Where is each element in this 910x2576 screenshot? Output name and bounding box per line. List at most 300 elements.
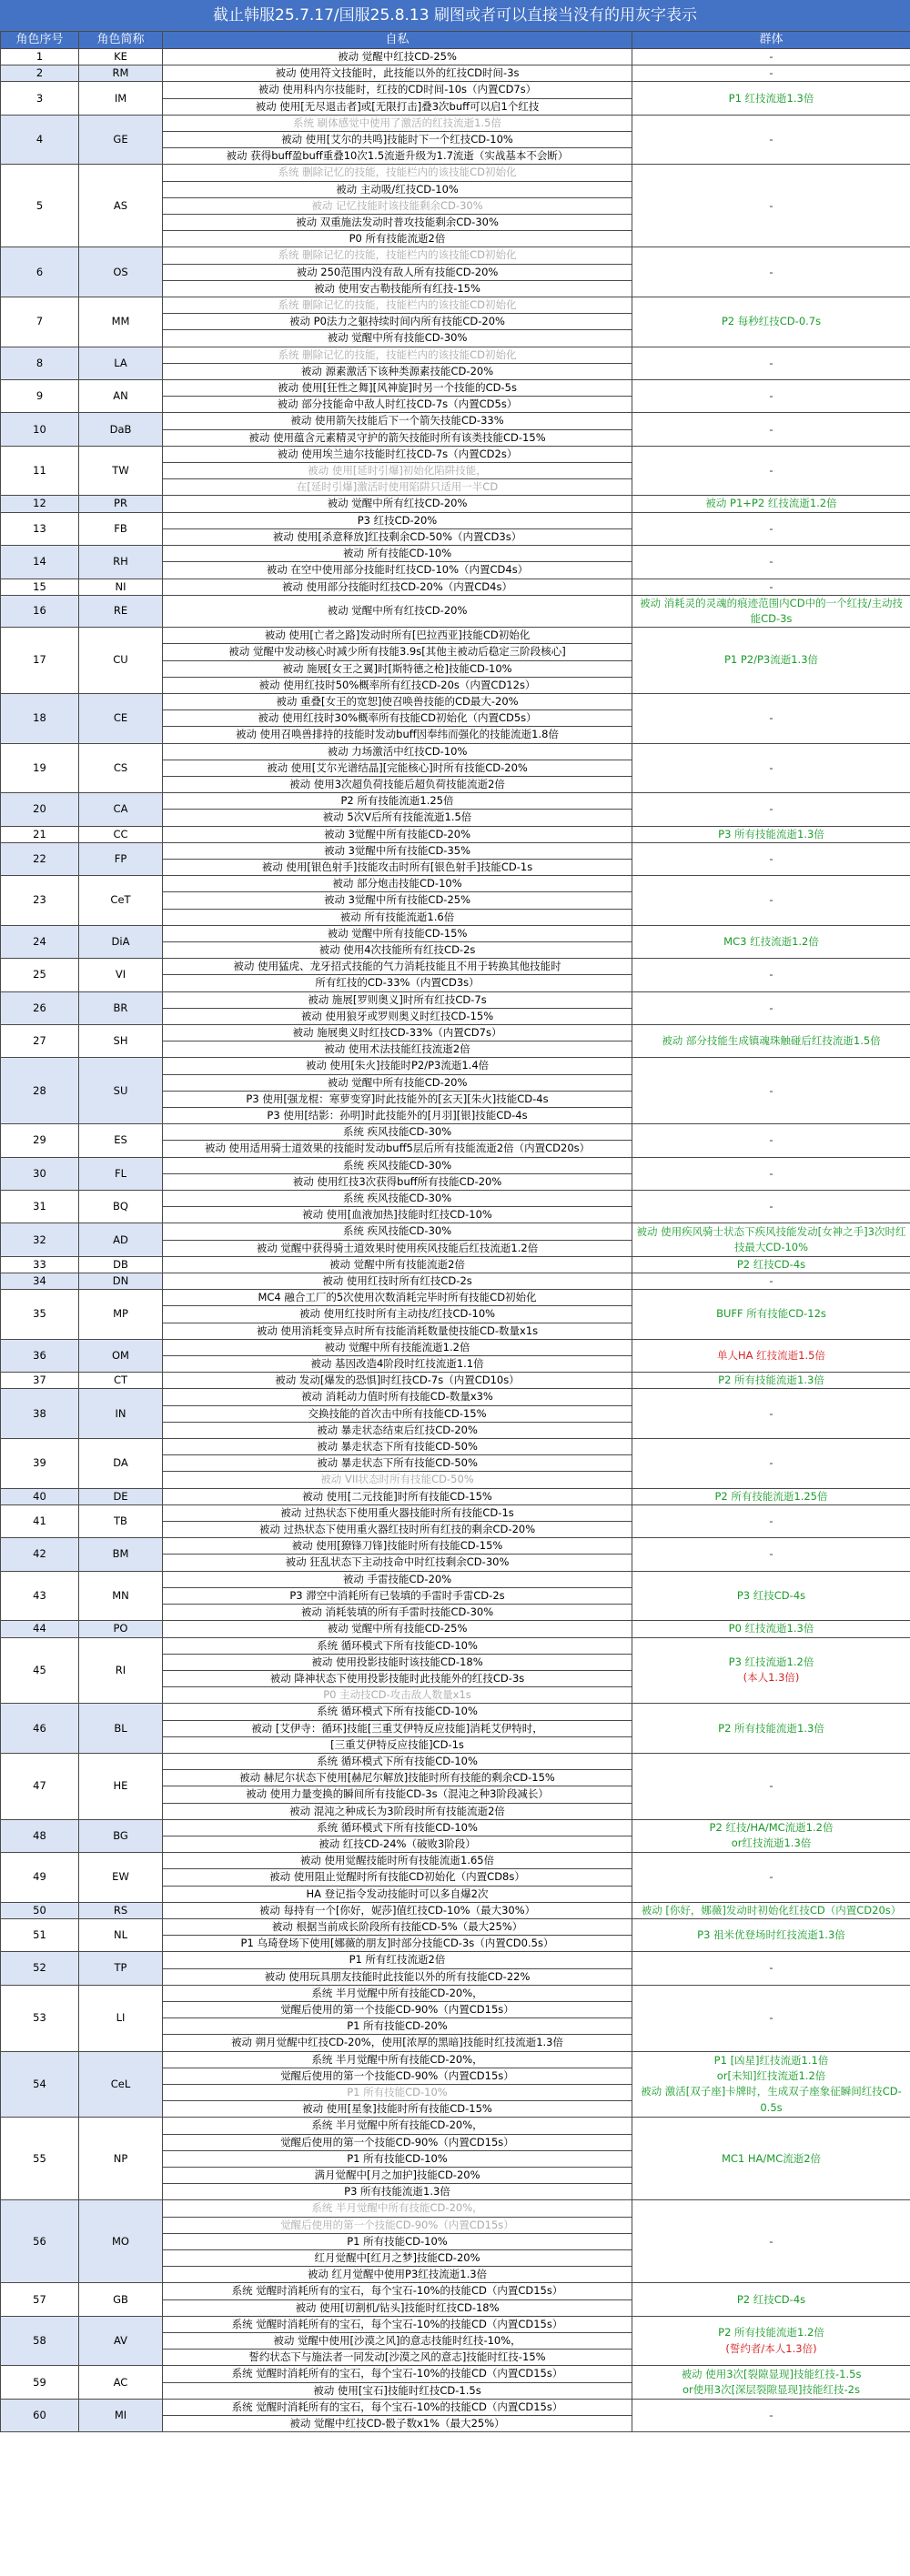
table-row [1,693,910,709]
row-abbr: CT [79,1373,163,1389]
self-effect: P3 所有技能流逝1.3倍 [163,2184,632,2200]
group-effect [632,2051,910,2118]
page-title: 截止韩服25.7.17/国服25.8.13 刷图或者可以直接当没有的用灰字表示 [0,0,910,31]
group-effect [632,2118,910,2200]
row-index: 60 [1,2399,79,2431]
self-effect: 系统 疾风技能CD-30% [163,1191,632,1207]
group-effect [632,247,910,297]
row-index: 35 [1,1290,79,1340]
group-effect-line: 被动 消耗灵的灵魂的痕迹范围内CD中的一个红技/主动技能CD-3s [640,596,903,625]
group-effect [632,991,910,1024]
row-abbr: BM [79,1538,163,1571]
row-index: 15 [1,579,79,595]
self-effect: 系统 疾风技能CD-30% [163,1124,632,1141]
table-row [1,1952,910,1968]
header-group: 群体 [632,32,910,49]
group-effect-line: P2 红技CD-4s [736,1257,806,1271]
table-row [1,959,910,975]
group-effect [632,1273,910,1290]
group-effect [632,380,910,413]
group-effect [632,1058,910,1124]
self-effect: 被动 暴走状态结束后红技CD-20% [163,1422,632,1438]
row-abbr: MM [79,297,163,347]
group-effect-line: P3 祖米优登场时红技流逝1.3倍 [697,1928,845,1942]
group-effect [632,297,910,347]
self-effect: 被动 使用[血液加热]技能时红技CD-10% [163,1207,632,1223]
table-row [1,2051,910,2068]
row-abbr: DaB [79,413,163,446]
self-effect: 被动 每持有一个[你好，妮莎]值红技CD-10%（最大30%） [163,1902,632,1918]
row-index: 37 [1,1373,79,1389]
row-abbr: NP [79,2118,163,2200]
group-effect-line: - [769,1133,774,1147]
self-effect: 在[延时引爆]激活时使用陷阱只适用一半CD [163,479,632,496]
row-abbr: KE [79,49,163,65]
self-effect: 被动 使用[杀意释放]红技剩余CD-50%（内置CD3s） [163,528,632,545]
self-effect: 被动 主动吸/红技CD-10% [163,181,632,197]
table-row [1,1819,910,1836]
table-row [1,2118,910,2134]
self-effect: 觉醒后使用的第一个技能CD-90%（内置CD15s） [163,2134,632,2150]
self-effect: 觉醒后使用的第一个技能CD-90%（内置CD15s） [163,2217,632,2233]
table-row [1,991,910,1008]
self-effect: 被动 使用[星象]技能时所有技能CD-15% [163,2101,632,2118]
table-row [1,1124,910,1141]
self-effect: 被动 部分炮击技能CD-10% [163,876,632,892]
row-index: 22 [1,842,79,875]
row-index: 59 [1,2366,79,2399]
group-effect [632,842,910,875]
self-effect: 被动 使用玩具朋友技能时此技能以外的所有技能CD-22% [163,1968,632,1985]
self-effect: 系统 删除记忆的技能，技能栏内的该技能CD初始化 [163,247,632,264]
row-abbr: AN [79,380,163,413]
group-effect-line: or红技流逝1.3倍 [731,1836,812,1850]
table-row [1,1637,910,1654]
table-row [1,743,910,760]
group-effect [632,628,910,694]
self-effect: [三重艾伊特反应技能]CD-1s [163,1736,632,1753]
group-effect-line: P3 红技流逝1.2倍 [728,1655,814,1669]
row-abbr: DB [79,1256,163,1273]
self-effect: MC4 融合工厂的5次使用次数消耗完毕时所有技能CD初始化 [163,1290,632,1306]
row-abbr: IN [79,1389,163,1439]
group-effect [632,1753,910,1819]
table-body [1,49,910,2432]
group-effect-line: MC3 红技流逝1.2倍 [723,934,819,948]
row-abbr: OM [79,1339,163,1372]
group-effect [632,959,910,991]
row-index: 20 [1,793,79,826]
self-effect: 被动 觉醒中所有技能CD-30% [163,330,632,347]
row-index: 28 [1,1058,79,1124]
self-effect: 被动 使用消耗变异点时所有技能消耗数量使技能CD-数量x1s [163,1323,632,1339]
table-row [1,595,910,627]
row-index: 14 [1,546,79,579]
self-effect: 被动 所有技能流逝1.6倍 [163,909,632,925]
row-index: 54 [1,2051,79,2118]
group-effect-line: MC1 HA/MC流逝2倍 [721,2151,822,2165]
self-effect: P3 使用[强龙棍：寒萝变穿]时此技能外的[玄天][朱火]技能CD-4s [163,1091,632,1107]
group-effect-line: P3 所有技能流逝1.3倍 [718,827,824,840]
group-effect [632,693,910,743]
self-effect: 被动 觉醒中所有技能CD-15% [163,925,632,941]
row-index: 56 [1,2200,79,2283]
row-abbr: AV [79,2316,163,2366]
row-index: 11 [1,446,79,496]
row-index: 49 [1,1853,79,1903]
group-effect-line: 被动 使用3次[裂隙显现]技能红技-1.5s [681,2367,862,2380]
row-abbr: SH [79,1024,163,1057]
row-abbr: FL [79,1157,163,1190]
self-effect: 被动 暴走状态下所有技能CD-50% [163,1439,632,1455]
row-abbr: ES [79,1124,163,1157]
group-effect [632,115,910,165]
self-effect: P1 所有技能CD-20% [163,2018,632,2035]
self-effect: 被动 使用红技时50%概率所有红技CD-20s（内置CD12s） [163,677,632,693]
row-index: 27 [1,1024,79,1057]
row-abbr: TP [79,1952,163,1985]
self-effect: P1 所有红技流逝2倍 [163,1952,632,1968]
group-effect-line: - [769,1870,774,1884]
row-index: 23 [1,876,79,926]
group-effect [632,1918,910,1951]
self-effect: 系统 觉醒时消耗所有的宝石，每个宝石-10%的技能CD（内置CD15s） [163,2366,632,2382]
self-effect: 系统 半月觉醒中所有技能CD-20%， [163,2051,632,2068]
self-effect: 被动 基因改造4阶段时红技流逝1.1倍 [163,1356,632,1373]
row-index: 6 [1,247,79,297]
row-index: 32 [1,1223,79,1256]
row-index: 41 [1,1504,79,1537]
table-row [1,2316,910,2332]
self-effect: 被动 使用埃兰迪尔技能时红技CD-7s（内置CD2s） [163,446,632,462]
row-abbr: GB [79,2283,163,2316]
group-effect-line: - [769,1514,774,1527]
row-abbr: TW [79,446,163,496]
row-abbr: HE [79,1753,163,1819]
row-abbr: DE [79,1488,163,1504]
self-effect: 系统 半月觉醒中所有技能CD-20%， [163,2118,632,2134]
self-effect: P3 红技CD-20% [163,512,632,528]
row-abbr: CC [79,826,163,842]
self-effect: 系统 疾风技能CD-30% [163,1223,632,1240]
row-abbr: RH [79,546,163,579]
row-index: 40 [1,1488,79,1504]
row-abbr: EW [79,1853,163,1903]
row-abbr: AS [79,165,163,247]
group-effect [632,1488,910,1504]
self-effect: 被动 使用红技时30%概率所有技能CD初始化（内置CD5s） [163,710,632,727]
self-effect: 被动 消耗装填的所有手雷时技能CD-30% [163,1605,632,1621]
group-effect-line: - [769,2234,774,2248]
row-abbr: CA [79,793,163,826]
row-index: 17 [1,628,79,694]
group-effect-line: 被动 P1+P2 红技流逝1.2倍 [705,497,837,510]
row-index: 18 [1,693,79,743]
row-index: 12 [1,496,79,512]
table-row [1,1191,910,1207]
row-abbr: DiA [79,925,163,958]
self-effect: 系统 循环模式下所有技能CD-10% [163,1753,632,1769]
group-effect-line: - [769,50,774,63]
row-abbr: MN [79,1571,163,1621]
self-effect: 被动 使用[无尽退击者]或[无限打击]叠3次buff可以启1个红技 [163,98,632,115]
table-row [1,496,910,512]
row-abbr: PO [79,1621,163,1637]
group-effect-line: 被动 部分技能生成镇魂珠触碰后红技流逝1.5倍 [662,1034,881,1048]
self-effect: 系统 觉醒时消耗所有的宝石，每个宝石-10%的技能CD（内置CD15s） [163,2316,632,2332]
row-index: 57 [1,2283,79,2316]
group-effect-line: - [769,1406,774,1420]
group-effect-line: P2 所有技能流逝1.3倍 [718,1374,824,1387]
group-effect [632,925,910,958]
self-effect: 交换技能的首次击中所有技能CD-15% [163,1405,632,1422]
group-effect-line: - [769,1083,774,1097]
row-index: 44 [1,1621,79,1637]
self-effect: 觉醒后使用的第一个技能CD-90%（内置CD15s） [163,2068,632,2084]
row-index: 9 [1,380,79,413]
group-effect-line: - [769,711,774,725]
self-effect: 被动 使用[朱火]技能时P2/P3流逝1.4倍 [163,1058,632,1074]
table-row [1,793,910,810]
self-effect: 系统 删除记忆的技能，技能栏内的该技能CD初始化 [163,347,632,363]
self-effect: 被动 在空中使用部分技能时红技CD-10%（内置CD4s） [163,562,632,579]
self-effect: 被动 使用符文技能时，此技能以外的红技CD时间-3s [163,65,632,82]
row-index: 4 [1,115,79,165]
row-index: 25 [1,959,79,991]
header-index: 角色序号 [1,32,79,49]
row-index: 7 [1,297,79,347]
group-effect-line: P2 所有技能流逝1.2倍 [718,2326,824,2340]
table-row [1,546,910,562]
group-effect [632,1339,910,1372]
row-index: 1 [1,49,79,65]
self-effect: 系统 觉醒时消耗所有的宝石，每个宝石-10%的技能CD（内置CD15s） [163,2399,632,2415]
group-effect [632,1439,910,1489]
row-index: 16 [1,595,79,627]
self-effect: 被动 [艾伊寺：循环]技能[三重艾伊特反应技能]消耗艾伊特时， [163,1720,632,1736]
row-index: 33 [1,1256,79,1273]
group-effect [632,1985,910,2051]
row-index: 47 [1,1753,79,1819]
table-row [1,1902,910,1918]
row-index: 50 [1,1902,79,1918]
group-effect [632,165,910,247]
self-effect: 被动 3觉醒中所有技能CD-35% [163,842,632,859]
group-effect-line: - [769,1200,774,1213]
group-effect-line: - [769,893,774,907]
self-effect: 被动 使用部分技能时红技CD-20%（内置CD4s） [163,579,632,595]
row-abbr: DN [79,1273,163,1290]
table-row [1,380,910,397]
table-row [1,876,910,892]
group-effect-line: (本人1.3倍) [743,1671,800,1685]
group-effect-line: - [769,265,774,278]
group-effect [632,2200,910,2283]
group-effect-line: 被动 使用疾风骑士状态下疾风技能发动[女神之手]3次时红技最大CD-10% [636,1224,906,1254]
group-effect [632,446,910,496]
self-effect: 被动 消耗动力值时所有技能CD-数量x3% [163,1389,632,1405]
table-row [1,512,910,528]
self-effect: 系统 刷体感觉中使用了激活的红技流逝1.5倍 [163,115,632,131]
table-row [1,347,910,363]
row-index: 46 [1,1704,79,1754]
row-abbr: NI [79,579,163,595]
table-row [1,1538,910,1555]
self-effect: P1 所有技能CD-10% [163,2150,632,2167]
group-effect-line: - [769,555,774,569]
group-effect [632,496,910,512]
group-effect-line: P2 所有技能流逝1.3倍 [718,1721,824,1735]
self-effect: 被动 觉醒中使用[沙漠之风]的意志技能时红技-10%， [163,2333,632,2350]
cooldown-table [0,31,910,2432]
table-row [1,2283,910,2299]
table-row [1,1571,910,1587]
group-effect-line: - [769,464,774,478]
row-abbr: MO [79,2200,163,2283]
row-abbr: MI [79,2399,163,2431]
self-effect: P1 所有技能CD-10% [163,2084,632,2100]
row-abbr: FB [79,512,163,545]
row-abbr: RM [79,65,163,82]
self-effect: 系统 觉醒时消耗所有的宝石，每个宝石-10%的技能CD（内置CD15s） [163,2283,632,2299]
self-effect: HA 登记指令发动技能时可以多自爆2次 [163,1886,632,1902]
self-effect: 被动 使用召唤兽排持的技能时发动buff因奉纬而强化的技能流逝1.8倍 [163,727,632,743]
table-row [1,628,910,644]
group-effect [632,347,910,379]
group-effect [632,1571,910,1621]
group-effect-line: - [769,1779,774,1793]
group-effect-line: 被动 激活[双子座]卡牌时，生成双子座象征瞬间红技CD-0.5s [641,2085,902,2114]
table-row [1,297,910,314]
self-effect: 被动 使用安古勒技能所有红技-15% [163,280,632,297]
group-effect [632,1538,910,1571]
row-abbr: AC [79,2366,163,2399]
self-effect: 被动 觉醒中红技CD-骰子数x1%（最大25%） [163,2416,632,2432]
table-row [1,1439,910,1455]
group-effect [632,1504,910,1537]
table-row [1,247,910,264]
group-effect-line: (誓约者/本人1.3倍) [725,2341,817,2355]
row-index: 52 [1,1952,79,1985]
group-effect [632,1621,910,1637]
self-effect: 被动 施展奥义时红技CD-33%（内置CD7s） [163,1024,632,1041]
row-index: 26 [1,991,79,1024]
group-effect [632,2366,910,2399]
self-effect: 被动 觉醒中所有红技CD-20% [163,595,632,627]
self-effect: 所有红技的CD-33%（内置CD3s） [163,975,632,991]
self-effect: 被动 250范围内没有敌人所有技能CD-20% [163,264,632,280]
group-effect-line: - [769,968,774,981]
self-effect: 系统 疾风技能CD-30% [163,1157,632,1173]
self-effect: 被动 红技CD-24%（破败3阶段） [163,1836,632,1852]
self-effect: 被动 觉醒中发动核心时减少所有技能3.9s[其他主被动后稳定三阶段核心] [163,644,632,660]
self-effect: 被动 使用[切割机/钻头]技能时红技CD-18% [163,2299,632,2316]
row-abbr: BQ [79,1191,163,1223]
row-index: 42 [1,1538,79,1571]
row-abbr: TB [79,1504,163,1537]
table-row [1,1853,910,1869]
self-effect: 被动 使用投影技能时该技能CD-18% [163,1654,632,1670]
table-row [1,1256,910,1273]
self-effect: 被动 使用箭矢技能后下一个箭矢技能CD-33% [163,413,632,429]
row-index: 8 [1,347,79,379]
table-row [1,925,910,941]
self-effect: 系统 半月觉醒中所有技能CD-20%， [163,1985,632,2001]
group-effect-line: BUFF 所有技能CD-12s [716,1307,826,1321]
group-effect-line: - [769,1274,774,1288]
self-effect: 被动 施展[罗则奥义]时所有红技CD-7s [163,991,632,1008]
group-effect [632,1191,910,1223]
row-index: 5 [1,165,79,247]
self-effect: 被动 使用3次超负荷技能后超负荷技能流逝2倍 [163,776,632,792]
self-effect: 系统 循环模式下所有技能CD-10% [163,1704,632,1720]
group-effect-line: - [769,579,774,593]
group-effect-line: - [769,2408,774,2421]
row-abbr: SU [79,1058,163,1124]
table-row [1,1339,910,1355]
self-effect: 被动 混沌之种成长为3阶段时所有技能流逝2倍 [163,1803,632,1819]
self-effect: 被动 力场激活中红技CD-10% [163,743,632,760]
self-effect: 被动 使用[狂性之舞][风神旋]时另一个技能的CD-5s [163,380,632,397]
self-effect: 被动 降神状态下使用投影技能时此技能外的红技CD-3s [163,1670,632,1686]
row-abbr: BL [79,1704,163,1754]
table-row [1,842,910,859]
self-effect: 被动 获得buff盈buff重叠10次1.5流逝升级为1.7流逝（实战基本不会断） [163,148,632,165]
row-abbr: CE [79,693,163,743]
self-effect: 被动 3觉醒中所有技能CD-25% [163,892,632,909]
self-effect: 被动 狂乱状态下主动技命中时红技剩余CD-30% [163,1555,632,1571]
row-abbr: IM [79,82,163,115]
self-effect: P3 滞空中消耗所有已装填的手雷时手雷CD-2s [163,1587,632,1604]
table-row [1,115,910,131]
self-effect: 被动 使用蕴含元素精灵守护的箭矢技能时所有该类技能CD-15% [163,429,632,446]
group-effect [632,826,910,842]
self-effect: 誓约状态下与施法者一同发动[沙漠之风的意志]技能时红技-15% [163,2350,632,2366]
group-effect [632,49,910,65]
group-effect [632,65,910,82]
group-effect [632,2283,910,2316]
group-effect [632,743,910,793]
self-effect: 被动 过热状态下使用重火器技能时所有技能CD-1s [163,1504,632,1521]
group-effect-line: or使用3次[深层裂隙显现]技能红技-2s [682,2383,860,2397]
self-effect: P0 所有技能流逝2倍 [163,231,632,247]
group-effect [632,1952,910,1985]
row-index: 13 [1,512,79,545]
group-effect-line: - [769,1456,774,1470]
table-row [1,1621,910,1637]
group-effect-line: - [769,422,774,436]
self-effect: 被动 觉醒中获得骑士道效果时使用疾风技能后红技流逝1.2倍 [163,1240,632,1256]
table-row [1,1704,910,1720]
self-effect: 被动 觉醒中所有技能CD-20% [163,1074,632,1091]
row-abbr: RI [79,1637,163,1704]
row-index: 19 [1,743,79,793]
self-effect: 被动 手雷技能CD-20% [163,1571,632,1587]
group-effect-line: - [769,1547,774,1561]
self-effect: 被动 施展[女王之翼]时[斯特德之枪]技能CD-10% [163,660,632,677]
group-effect [632,1124,910,1157]
self-effect: 被动 觉醒中所有技能CD-25% [163,1621,632,1637]
row-index: 34 [1,1273,79,1290]
row-index: 43 [1,1571,79,1621]
row-abbr: LI [79,1985,163,2051]
row-abbr: MP [79,1290,163,1340]
row-abbr: GE [79,115,163,165]
header-self: 自私 [163,32,632,49]
row-abbr: CS [79,743,163,793]
self-effect: 被动 使用红技时所有主动技/红技CD-10% [163,1306,632,1323]
table-header-row [1,32,910,49]
